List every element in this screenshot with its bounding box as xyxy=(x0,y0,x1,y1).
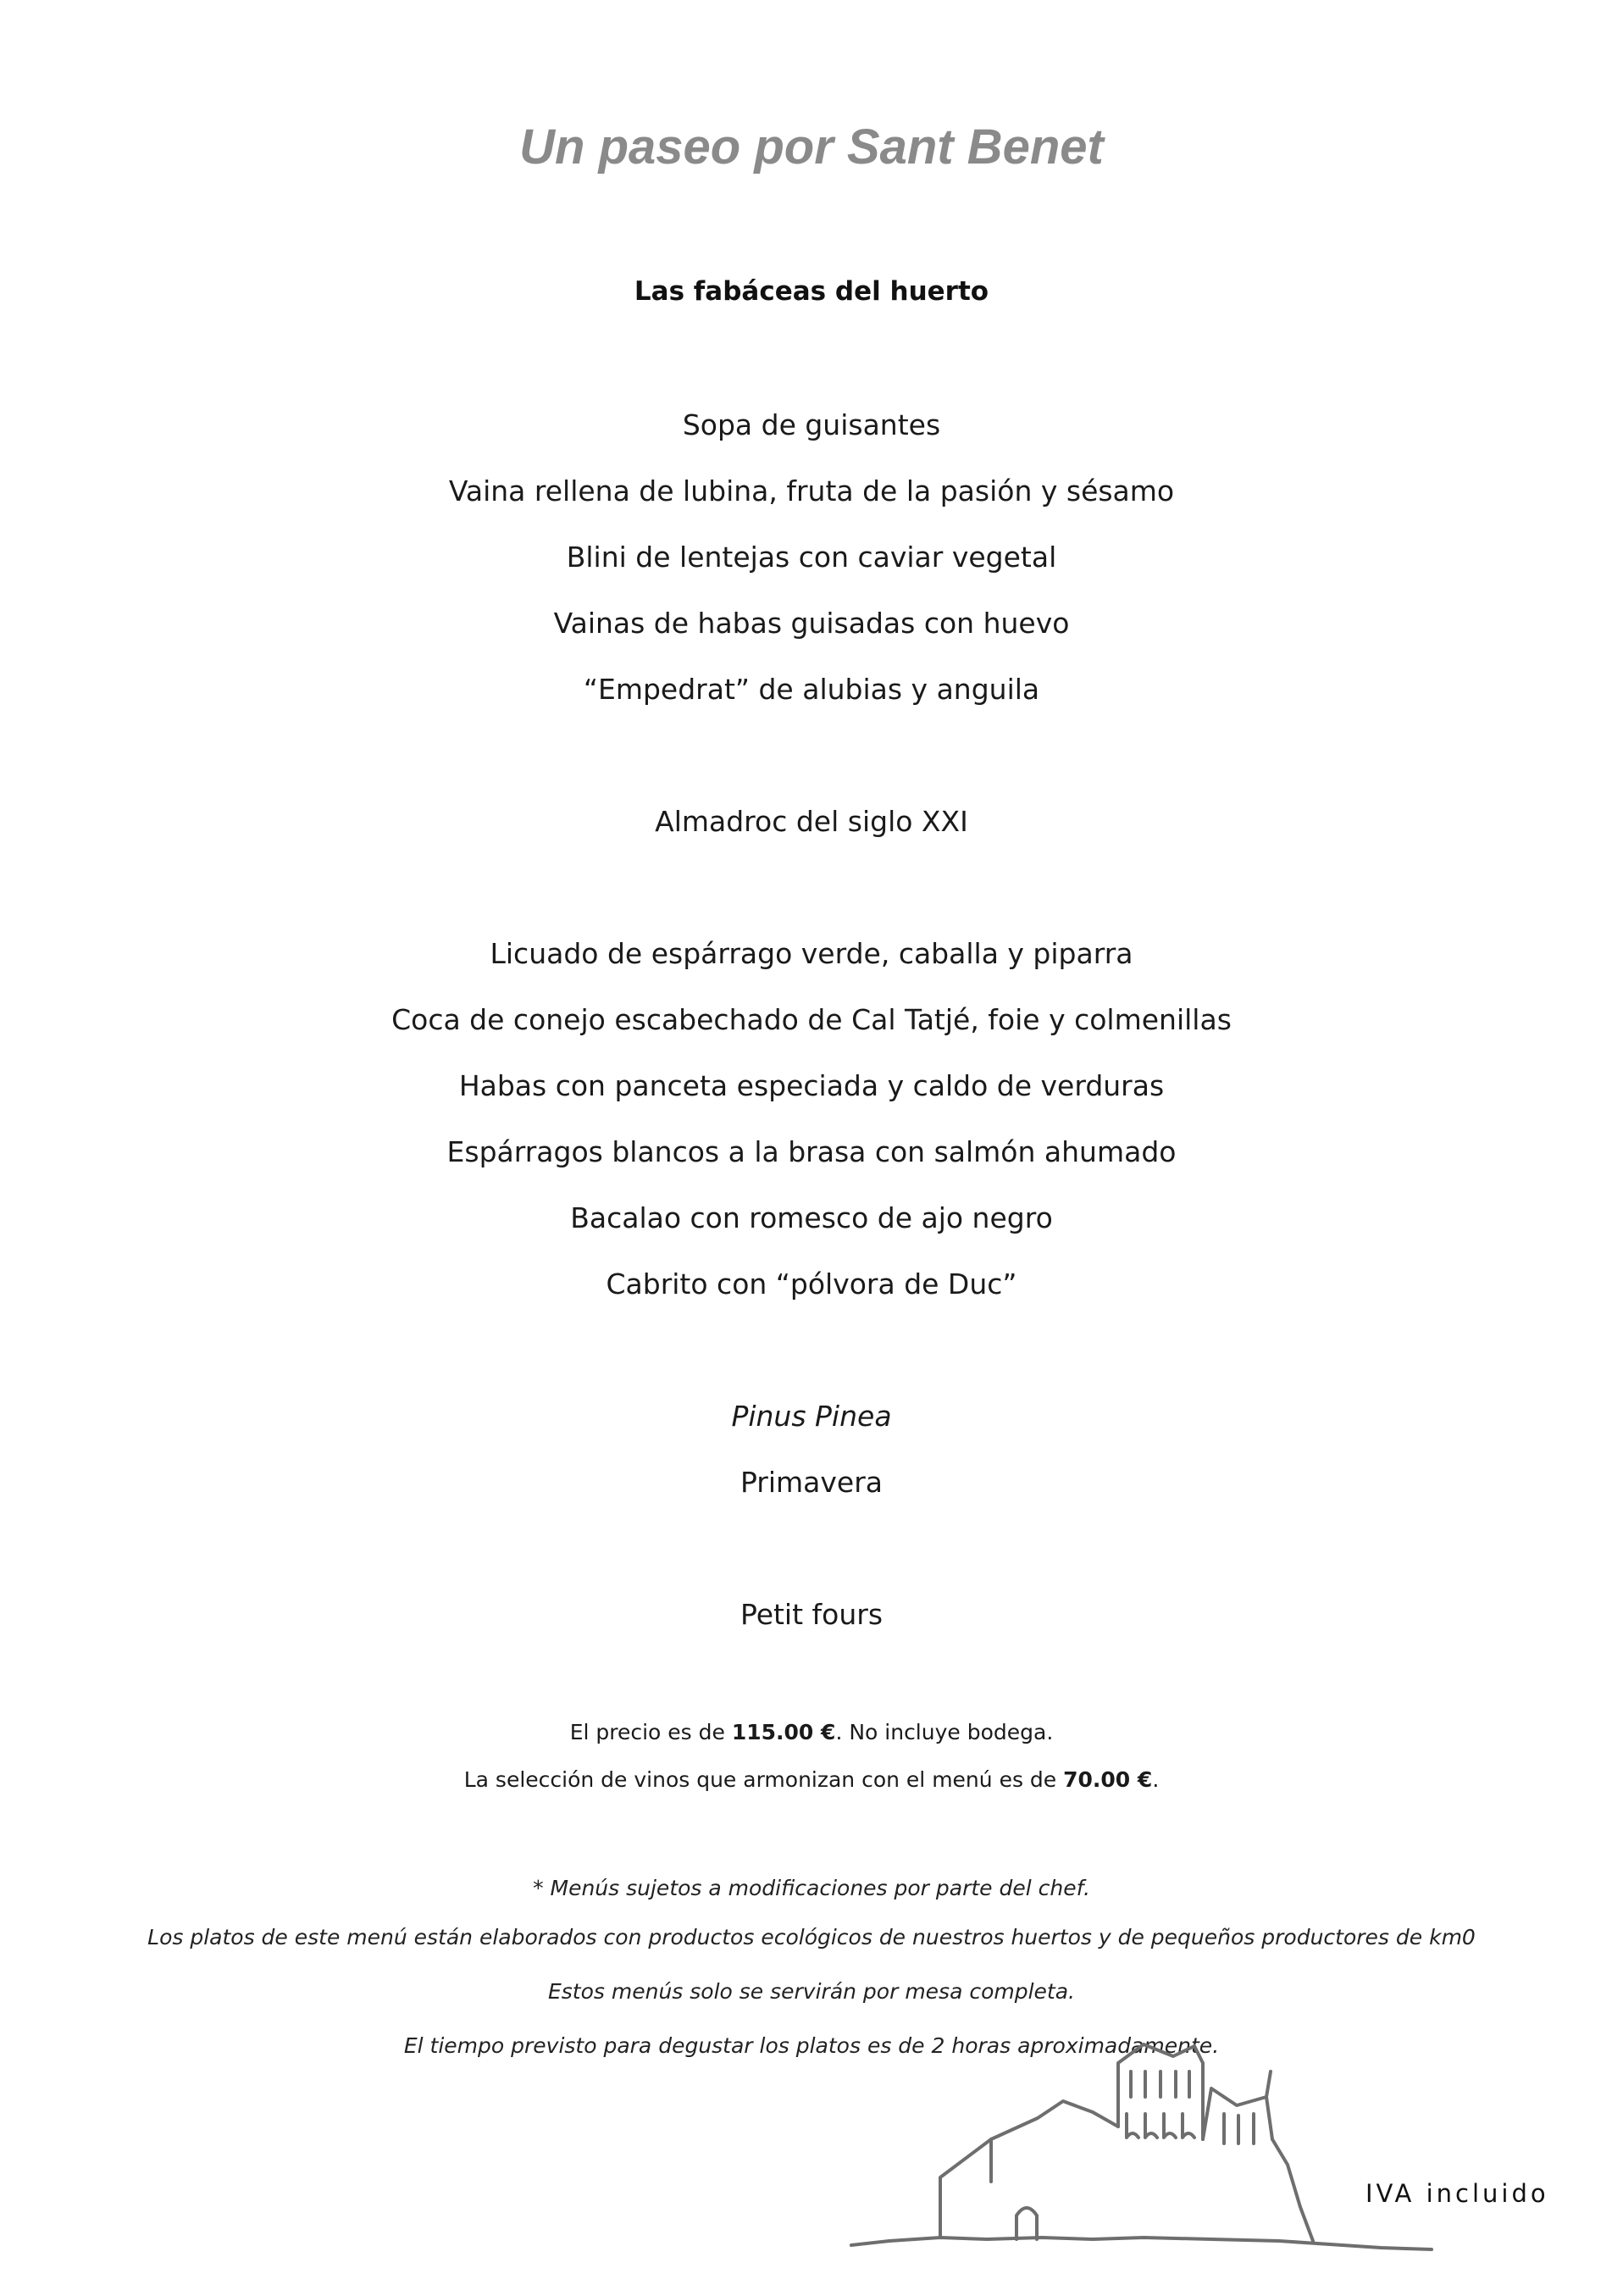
wine-price: 70.00 € xyxy=(1063,1767,1153,1792)
course-item: Sopa de guisantes xyxy=(682,408,941,441)
course-item: Blini de lentejas con caviar vegetal xyxy=(566,541,1057,574)
menu-title: Un paseo por Sant Benet xyxy=(519,119,1104,175)
wine-text: La selección de vinos que armonizan con el menú es de xyxy=(463,1767,1064,1792)
course-item: “Empedrat” de alubias y anguila xyxy=(583,673,1040,706)
course-item: Espárragos blancos a la brasa con salmón ahumado xyxy=(446,1135,1177,1168)
petit-fours-item: Petit fours xyxy=(739,1598,884,1631)
course-item: Bacalao con romesco de ajo negro xyxy=(570,1201,1053,1234)
menu-subtitle: Las fabáceas del huerto xyxy=(634,276,989,307)
note-line: El tiempo previsto para degustar los platos es de 2 horas aproximadamente. xyxy=(403,2033,1220,2058)
course-item: Coca de conejo escabechado de Cal Tatjé, foie y colmenillas xyxy=(391,1003,1232,1036)
dessert-item: Pinus Pinea xyxy=(731,1400,892,1433)
course-item: Vaina rellena de lubina, fruta de la pasión y sésamo xyxy=(448,474,1175,507)
course-item: Cabrito con “pólvora de Duc” xyxy=(606,1267,1017,1301)
wine-text: . xyxy=(1152,1767,1160,1792)
wine-pairing-line xyxy=(0,1767,1623,1792)
monastery-sketch-icon xyxy=(839,2038,1465,2283)
course-item: Almadroc del siglo XXI xyxy=(655,805,968,838)
course-item: Vainas de habas guisadas con huevo xyxy=(553,607,1070,640)
course-item: Habas con panceta especiada y caldo de verduras xyxy=(458,1069,1165,1102)
note-line: Los platos de este menú están elaborados con productos ecológicos de nuestros huertos y de pequeños productores de km0 xyxy=(147,1925,1476,1949)
note-line: Estos menús solo se servirán por mesa completa. xyxy=(547,1979,1076,2004)
tax-included-label: IVA incluido xyxy=(1365,2179,1549,2208)
menu-price: 115.00 € xyxy=(731,1720,836,1744)
dessert-item: Primavera xyxy=(739,1466,884,1499)
price-text: El precio es de xyxy=(569,1720,732,1744)
price-line xyxy=(0,1720,1623,1744)
course-item: Licuado de espárrago verde, caballa y piparra xyxy=(490,937,1133,970)
note-line: * Menús sujetos a modificaciones por parte del chef. xyxy=(533,1876,1090,1900)
price-text: . No incluye bodega. xyxy=(835,1720,1054,1744)
